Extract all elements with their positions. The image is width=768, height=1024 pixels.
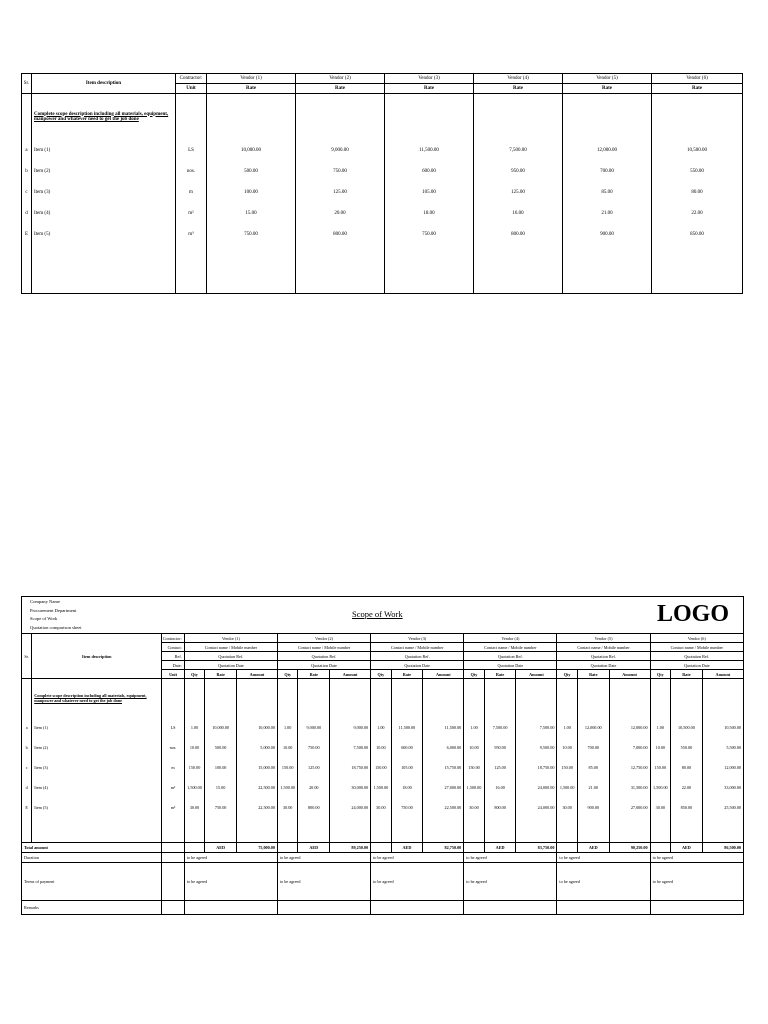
item-description-header: Item description	[32, 634, 162, 679]
item-qty: 30.00	[464, 797, 484, 817]
total-amount: 75,000.00	[237, 843, 278, 853]
contact-value: Contact name / Mobile number	[184, 643, 277, 652]
item-name: Item (5)	[32, 224, 176, 245]
date-value: Quotation Date	[650, 661, 743, 670]
item-rate: 15.00	[207, 203, 296, 224]
item-rate: 600.00	[385, 161, 474, 182]
item-rate: 750.00	[207, 224, 296, 245]
item-rate: 800.00	[484, 797, 516, 817]
date-value: Quotation Date	[464, 661, 557, 670]
vendor-header: Vendor (5)	[557, 634, 650, 643]
item-unit: nos.	[176, 161, 207, 182]
currency-label: AED	[391, 843, 423, 853]
item-rate: 950.00	[474, 161, 563, 182]
item-unit: LS	[176, 140, 207, 161]
item-row	[22, 757, 744, 777]
item-qty: 150.00	[557, 757, 577, 777]
item-rate: 800.00	[296, 224, 385, 245]
unit-header: Unit	[162, 670, 185, 679]
agreement-note: to be agreed	[557, 863, 650, 901]
item-amount: 9,500.00	[516, 737, 557, 757]
company-logo: LOGO	[656, 601, 729, 627]
item-rate: 125.00	[484, 757, 516, 777]
total-amount: 83,750.00	[516, 843, 557, 853]
item-amount: 25,500.00	[702, 797, 743, 817]
item-amount: 27,000.00	[423, 777, 464, 797]
item-qty: 30.00	[557, 797, 577, 817]
vendor-header: Vendor (5)	[563, 74, 652, 84]
contact-label: Contact:	[162, 643, 185, 652]
item-rate: 21.00	[563, 203, 652, 224]
item-amount: 33,000.00	[702, 777, 743, 797]
qty-header: Qty	[277, 670, 297, 679]
scope-row	[22, 94, 743, 141]
item-sr: c	[22, 757, 32, 777]
item-rate: 10,500.00	[671, 717, 703, 737]
item-rate: 850.00	[652, 224, 743, 245]
item-sr: b	[22, 161, 32, 182]
scope-description: Complete scope description including all materials, equipment, manpower and whatever need to get the job done	[32, 679, 162, 718]
item-sr: a	[22, 140, 32, 161]
item-unit: m³	[162, 797, 185, 817]
agreement-note: to be agreed	[184, 863, 277, 901]
sr-header: Sr.	[22, 74, 32, 94]
item-amount: 6,000.00	[423, 737, 464, 757]
contact-value: Contact name / Mobile number	[277, 643, 370, 652]
item-unit: m²	[162, 777, 185, 797]
vendor-header: Vendor (1)	[207, 74, 296, 84]
amount-header: Amount	[423, 670, 464, 679]
item-amount: 5,000.00	[237, 737, 278, 757]
duration-label: Duration	[22, 853, 162, 863]
remarks-row	[22, 901, 744, 915]
item-rate: 500.00	[207, 161, 296, 182]
item-amount: 15,000.00	[237, 757, 278, 777]
item-qty: 1.00	[464, 717, 484, 737]
agreement-note: to be agreed	[464, 863, 557, 901]
date-value: Quotation Date	[277, 661, 370, 670]
item-amount: 31,500.00	[609, 777, 650, 797]
item-qty: 30.00	[371, 797, 391, 817]
item-sr: d	[22, 203, 32, 224]
ref-value: Quotation Ref.	[184, 652, 277, 661]
vendor-header: Vendor (4)	[474, 74, 563, 84]
item-rate: 125.00	[298, 757, 330, 777]
item-sr: b	[22, 737, 32, 757]
terms-label: Terms of payment	[22, 863, 162, 901]
currency-label: AED	[205, 843, 237, 853]
item-rate: 750.00	[296, 161, 385, 182]
item-rate: 750.00	[205, 797, 237, 817]
item-qty: 1,500.00	[650, 777, 670, 797]
item-rate: 7,500.00	[484, 717, 516, 737]
item-rate: 9,000.00	[296, 140, 385, 161]
currency-label: AED	[484, 843, 516, 853]
item-amount: 27,000.00	[609, 797, 650, 817]
total-amount: 86,500.00	[702, 843, 743, 853]
item-rate: 80.00	[671, 757, 703, 777]
ref-value: Quotation Ref.	[371, 652, 464, 661]
item-name: Item (2)	[32, 737, 162, 757]
amount-header: Amount	[702, 670, 743, 679]
amount-header: Amount	[237, 670, 278, 679]
item-name: Item (1)	[32, 140, 176, 161]
item-amount: 10,500.00	[702, 717, 743, 737]
item-rate: 85.00	[563, 182, 652, 203]
vendor-header: Vendor (3)	[385, 74, 474, 84]
item-rate: 22.00	[671, 777, 703, 797]
item-rate: 550.00	[671, 737, 703, 757]
item-amount: 24,000.00	[330, 797, 371, 817]
item-rate: 750.00	[385, 224, 474, 245]
item-qty: 1.00	[184, 717, 204, 737]
item-rate: 15.00	[205, 777, 237, 797]
rate-comparison-table	[21, 73, 743, 294]
item-unit: m³	[176, 224, 207, 245]
item-amount: 9,000.00	[330, 717, 371, 737]
unit-header: Unit	[176, 84, 207, 94]
item-amount: 30,000.00	[330, 777, 371, 797]
item-sr: c	[22, 182, 32, 203]
item-amount: 12,750.00	[609, 757, 650, 777]
item-rate: 800.00	[474, 224, 563, 245]
remarks-cell	[557, 901, 650, 915]
sheet-header	[22, 597, 744, 634]
ref-value: Quotation Ref.	[277, 652, 370, 661]
item-qty: 1,500.00	[371, 777, 391, 797]
item-unit: nos.	[162, 737, 185, 757]
remarks-cell	[277, 901, 370, 915]
duration-row	[22, 853, 744, 863]
item-qty: 10.00	[277, 737, 297, 757]
item-qty: 1.00	[650, 717, 670, 737]
date-value: Quotation Date	[557, 661, 650, 670]
item-qty: 1.00	[557, 717, 577, 737]
item-rate: 500.00	[205, 737, 237, 757]
item-sr: a	[22, 717, 32, 737]
item-qty: 150.00	[184, 757, 204, 777]
item-row	[22, 777, 744, 797]
agreement-note: to be agreed	[464, 853, 557, 863]
item-qty: 1,500.00	[184, 777, 204, 797]
item-row	[22, 182, 743, 203]
item-amount: 5,500.00	[702, 737, 743, 757]
agreement-note: to be agreed	[184, 853, 277, 863]
item-amount: 24,000.00	[516, 797, 557, 817]
item-rate: 700.00	[577, 737, 609, 757]
item-rate: 105.00	[391, 757, 423, 777]
item-amount: 15,750.00	[423, 757, 464, 777]
item-qty: 1,500.00	[557, 777, 577, 797]
remarks-cell	[464, 901, 557, 915]
rate-header: Rate	[484, 670, 516, 679]
item-rate: 21.00	[577, 777, 609, 797]
vendor-header: Vendor (1)	[184, 634, 277, 643]
item-qty: 10.00	[557, 737, 577, 757]
sheet-title: Scope of Work	[352, 609, 403, 619]
agreement-note: to be agreed	[277, 863, 370, 901]
item-name: Item (4)	[32, 203, 176, 224]
contact-value: Contact name / Mobile number	[650, 643, 743, 652]
remarks-cell	[371, 901, 464, 915]
item-name: Item (3)	[32, 757, 162, 777]
amount-header: Amount	[609, 670, 650, 679]
item-amount: 12,000.00	[702, 757, 743, 777]
item-rate: 750.00	[391, 797, 423, 817]
item-rate: 85.00	[577, 757, 609, 777]
agreement-note: to be agreed	[650, 863, 743, 901]
remarks-cell	[650, 901, 743, 915]
item-unit: m	[176, 182, 207, 203]
ref-value: Quotation Ref.	[557, 652, 650, 661]
item-qty: 10.00	[184, 737, 204, 757]
total-amount: 82,750.00	[423, 843, 464, 853]
item-rate: 125.00	[296, 182, 385, 203]
agreement-note: to be agreed	[650, 853, 743, 863]
amount-header: Amount	[330, 670, 371, 679]
item-rate: 80.00	[652, 182, 743, 203]
item-name: Item (3)	[32, 182, 176, 203]
item-rate: 20.00	[296, 203, 385, 224]
item-sr: d	[22, 777, 32, 797]
item-rate: 22.00	[652, 203, 743, 224]
item-amount: 11,500.00	[423, 717, 464, 737]
vendor-header: Vendor (3)	[371, 634, 464, 643]
item-amount: 7,500.00	[330, 737, 371, 757]
item-rate: 100.00	[205, 757, 237, 777]
item-qty: 150.00	[650, 757, 670, 777]
ref-value: Quotation Ref.	[464, 652, 557, 661]
contact-value: Contact name / Mobile number	[464, 643, 557, 652]
rate-header: Rate	[652, 84, 743, 94]
item-name: Item (5)	[32, 797, 162, 817]
rate-header: Rate	[474, 84, 563, 94]
item-rate: 10,000.00	[207, 140, 296, 161]
item-amount: 24,000.00	[516, 777, 557, 797]
vendor-header: Vendor (4)	[464, 634, 557, 643]
scope-description: Complete scope description including all materials, equipment, manpower and whatever need to get the job done	[32, 94, 176, 141]
agreement-note: to be agreed	[557, 853, 650, 863]
total-amount: 89,250.00	[330, 843, 371, 853]
item-amount: 7,500.00	[516, 717, 557, 737]
item-rate: 11,500.00	[385, 140, 474, 161]
total-amount: 90,250.00	[609, 843, 650, 853]
item-name: Item (1)	[32, 717, 162, 737]
item-qty: 30.00	[277, 797, 297, 817]
date-label: Date:	[162, 661, 185, 670]
item-qty: 10.00	[464, 737, 484, 757]
item-unit: m	[162, 757, 185, 777]
total-label: Total amount	[22, 843, 162, 853]
item-qty: 1.00	[277, 717, 297, 737]
item-row	[22, 140, 743, 161]
item-amount: 7,000.00	[609, 737, 650, 757]
company-info	[30, 598, 82, 632]
item-rate: 850.00	[671, 797, 703, 817]
item-rate: 105.00	[385, 182, 474, 203]
qty-header: Qty	[557, 670, 577, 679]
scope-row	[22, 679, 744, 718]
item-rate: 9,000.00	[298, 717, 330, 737]
scope-of-work-line: Scope of Work	[30, 616, 58, 622]
item-rate: 12,000.00	[563, 140, 652, 161]
item-amount: 18,750.00	[330, 757, 371, 777]
item-sr: E	[22, 797, 32, 817]
item-sr: E	[22, 224, 32, 245]
ref-value: Quotation Ref.	[650, 652, 743, 661]
rate-header: Rate	[577, 670, 609, 679]
date-value: Quotation Date	[371, 661, 464, 670]
item-rate: 16.00	[484, 777, 516, 797]
item-amount: 12,000.00	[609, 717, 650, 737]
item-rate: 20.00	[298, 777, 330, 797]
remarks-label: Remarks	[22, 901, 162, 915]
rate-header: Rate	[205, 670, 237, 679]
item-qty: 1.00	[371, 717, 391, 737]
item-rate: 900.00	[563, 224, 652, 245]
item-qty: 150.00	[371, 757, 391, 777]
qty-header: Qty	[184, 670, 204, 679]
company-name: Company Name	[30, 599, 60, 604]
rate-header: Rate	[298, 670, 330, 679]
item-rate: 12,000.00	[577, 717, 609, 737]
item-rate: 700.00	[563, 161, 652, 182]
item-row	[22, 224, 743, 245]
rate-header: Rate	[563, 84, 652, 94]
contractor-label: Contractor:	[162, 634, 185, 643]
agreement-note: to be agreed	[371, 863, 464, 901]
contact-value: Contact name / Mobile number	[371, 643, 464, 652]
contractor-label: Contractor:	[176, 74, 207, 84]
currency-label: AED	[577, 843, 609, 853]
contact-value: Contact name / Mobile number	[557, 643, 650, 652]
agreement-note: to be agreed	[277, 853, 370, 863]
item-name: Item (2)	[32, 161, 176, 182]
rate-header: Rate	[296, 84, 385, 94]
currency-label: AED	[298, 843, 330, 853]
sheet-subtitle: Quotation comparison sheet	[30, 624, 82, 630]
item-rate: 550.00	[652, 161, 743, 182]
quotation-comparison-sheet	[21, 596, 744, 915]
item-rate: 7,500.00	[474, 140, 563, 161]
item-rate: 900.00	[577, 797, 609, 817]
item-row	[22, 161, 743, 182]
item-amount: 22,500.00	[237, 797, 278, 817]
item-amount: 22,500.00	[237, 777, 278, 797]
item-rate: 600.00	[391, 737, 423, 757]
item-qty: 30.00	[184, 797, 204, 817]
vendor-header: Vendor (2)	[296, 74, 385, 84]
agreement-note: to be agreed	[371, 853, 464, 863]
item-unit: LS	[162, 717, 185, 737]
ref-label: Ref.	[162, 652, 185, 661]
item-row	[22, 203, 743, 224]
item-rate: 11,500.00	[391, 717, 423, 737]
vendor-header: Vendor (6)	[652, 74, 743, 84]
date-value: Quotation Date	[184, 661, 277, 670]
rate-header: Rate	[391, 670, 423, 679]
spacer-row	[22, 245, 743, 294]
item-qty: 1,500.00	[464, 777, 484, 797]
item-row	[22, 797, 744, 817]
total-row	[22, 843, 744, 853]
rate-header: Rate	[671, 670, 703, 679]
currency-label: AED	[671, 843, 703, 853]
item-rate: 950.00	[484, 737, 516, 757]
item-name: Item (4)	[32, 777, 162, 797]
qty-header: Qty	[650, 670, 670, 679]
item-rate: 750.00	[298, 737, 330, 757]
item-rate: 10,500.00	[652, 140, 743, 161]
item-amount: 22,500.00	[423, 797, 464, 817]
item-qty: 150.00	[464, 757, 484, 777]
vendor-header: Vendor (6)	[650, 634, 743, 643]
rate-header: Rate	[207, 84, 296, 94]
sr-header: Sr.	[22, 634, 32, 679]
item-row	[22, 737, 744, 757]
item-rate: 10,000.00	[205, 717, 237, 737]
item-unit: m²	[176, 203, 207, 224]
terms-row	[22, 863, 744, 901]
qty-header: Qty	[371, 670, 391, 679]
item-rate: 18.00	[391, 777, 423, 797]
spacer-row	[22, 817, 744, 843]
item-row	[22, 717, 744, 737]
item-rate: 16.00	[474, 203, 563, 224]
item-amount: 18,750.00	[516, 757, 557, 777]
item-qty: 30.00	[650, 797, 670, 817]
remarks-cell	[184, 901, 277, 915]
item-qty: 1,500.00	[277, 777, 297, 797]
item-qty: 150.00	[277, 757, 297, 777]
department-name: Procurement Department	[30, 607, 77, 613]
item-rate: 18.00	[385, 203, 474, 224]
item-rate: 100.00	[207, 182, 296, 203]
item-qty: 10.00	[371, 737, 391, 757]
rate-header: Rate	[385, 84, 474, 94]
item-description-header: Item description	[32, 74, 176, 94]
item-rate: 125.00	[474, 182, 563, 203]
qty-header: Qty	[464, 670, 484, 679]
item-qty: 10.00	[650, 737, 670, 757]
item-amount: 10,000.00	[237, 717, 278, 737]
vendor-header: Vendor (2)	[277, 634, 370, 643]
item-rate: 800.00	[298, 797, 330, 817]
header-row-vendors	[22, 74, 743, 84]
amount-header: Amount	[516, 670, 557, 679]
